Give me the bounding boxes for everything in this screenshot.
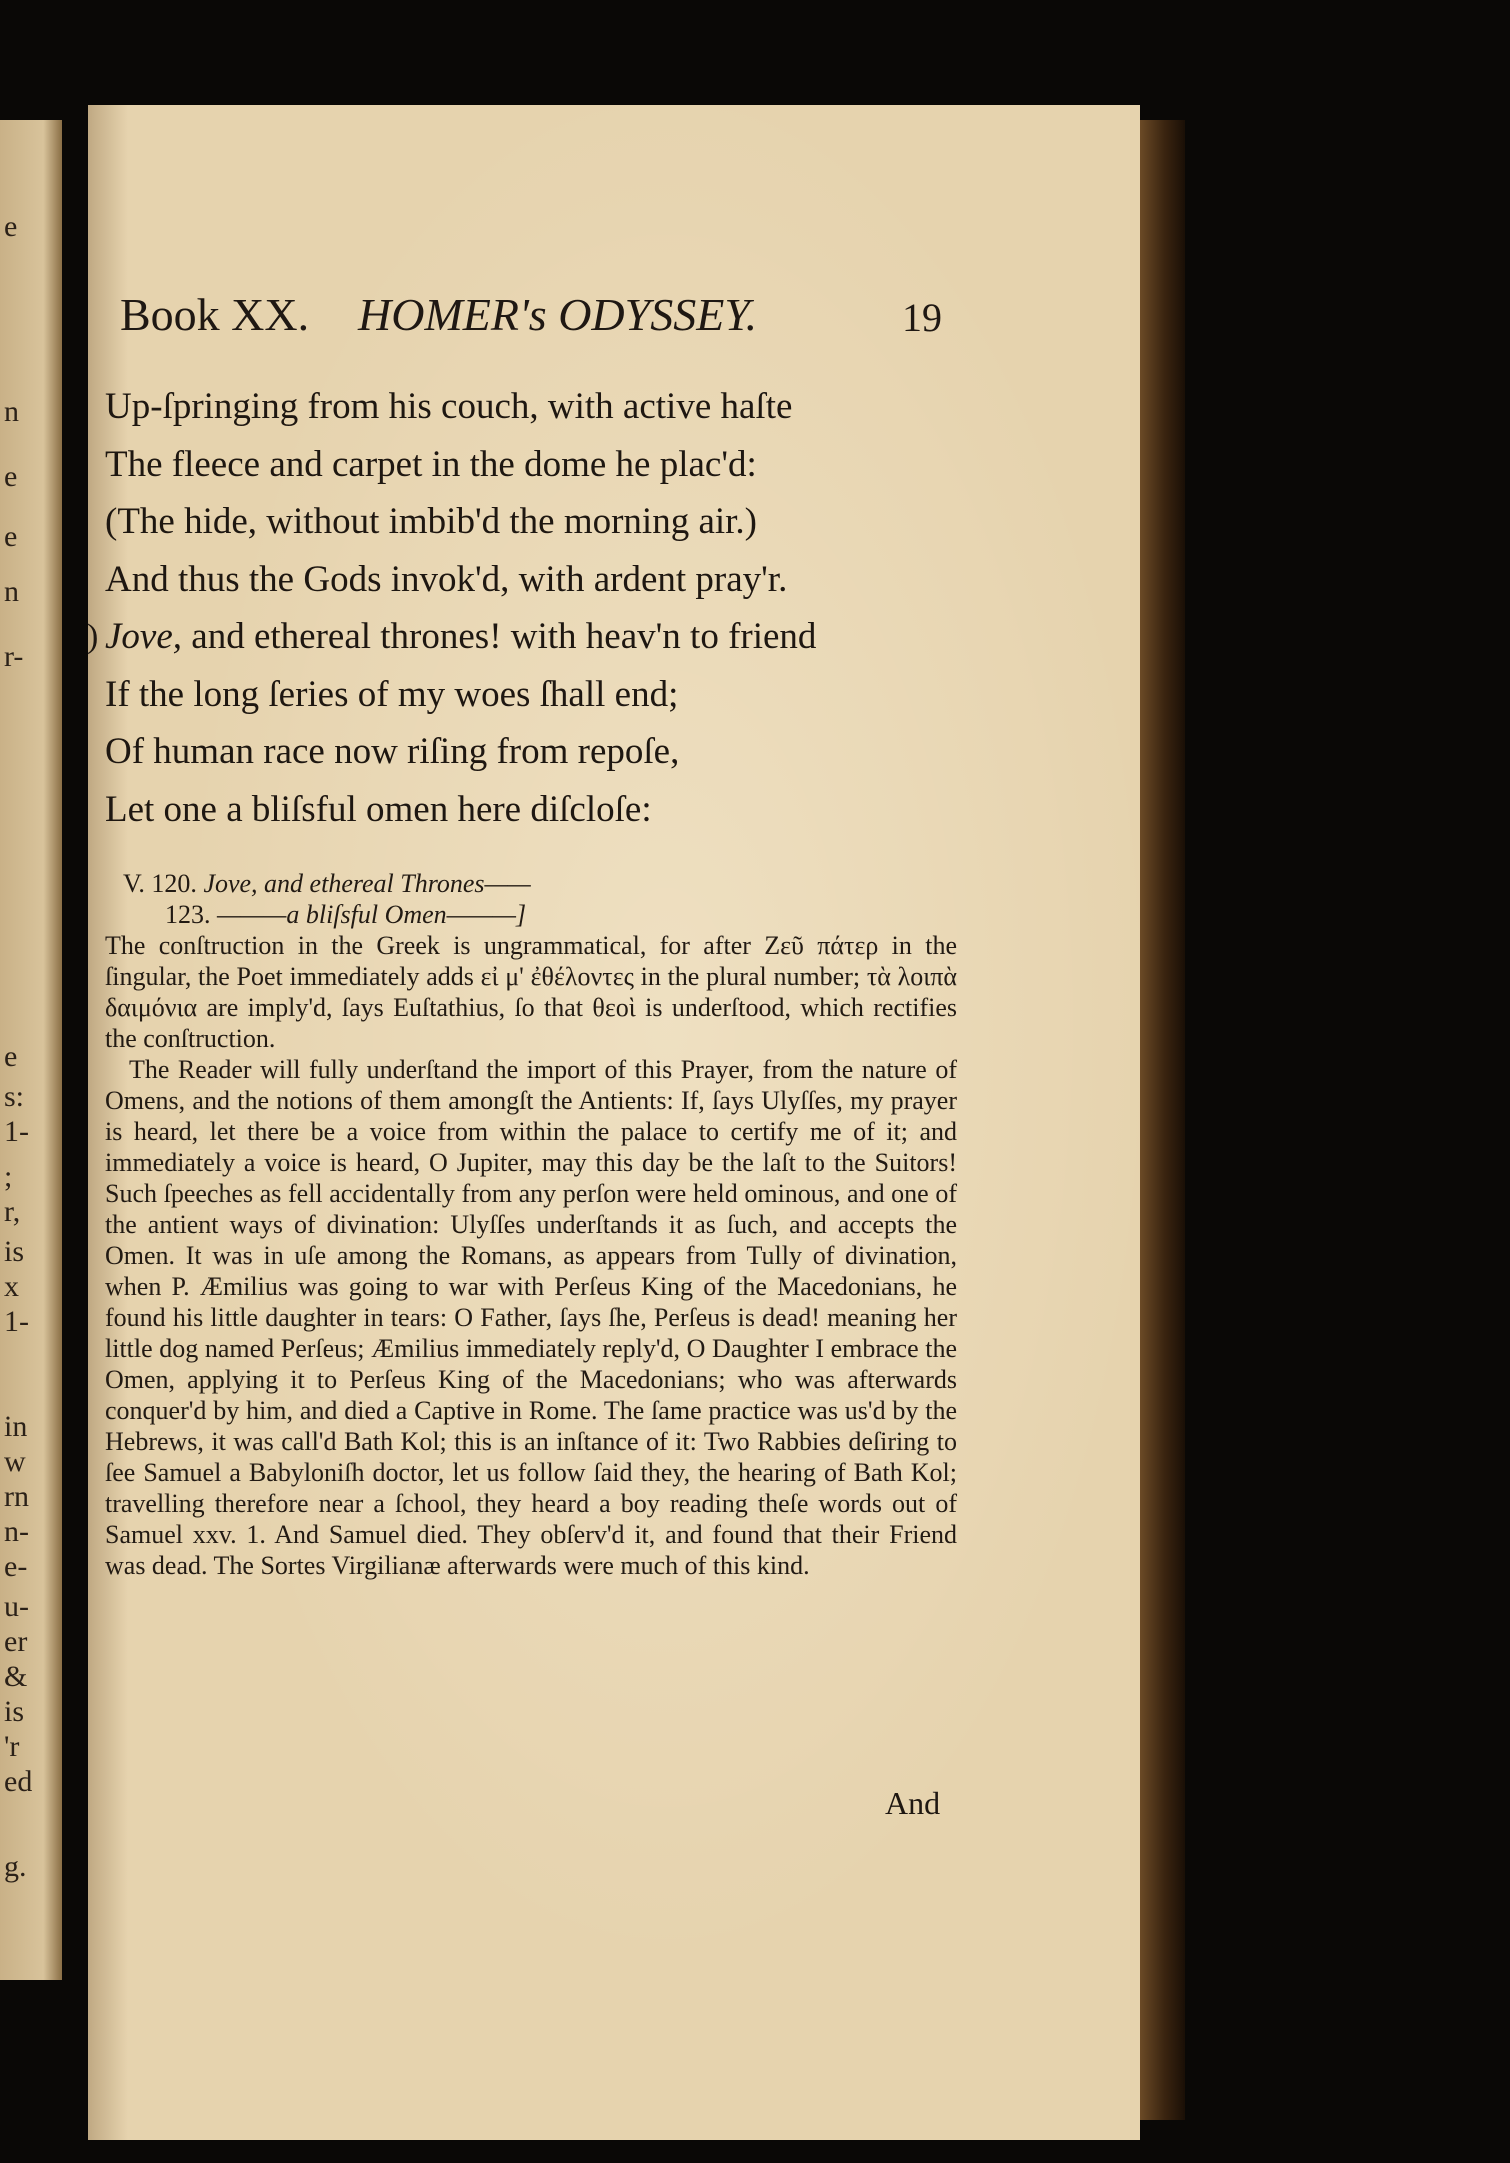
note-ref-text: Jove, and ethereal Thrones—— — [203, 869, 531, 898]
left-page-fragment: n — [4, 575, 19, 608]
left-page-fragment: e — [4, 210, 18, 243]
left-page-fragment: x — [4, 1270, 19, 1303]
left-page-fragment: u- — [4, 1590, 29, 1623]
left-page-fragment: ed — [4, 1765, 33, 1798]
left-page-fragment: n — [4, 395, 19, 428]
margin-marker: ) — [87, 618, 99, 655]
left-page-fragment: 1- — [4, 1305, 29, 1338]
verse-line: Up-ſpringing from his couch, with active haſte — [105, 386, 793, 427]
left-page-fragment: rn — [4, 1480, 29, 1513]
page-number: 19 — [902, 295, 942, 340]
note-ref — [105, 868, 957, 899]
left-page-fragment: er — [4, 1625, 28, 1658]
note-ref-number: V. 120. — [123, 869, 197, 898]
verse-line — [87, 608, 965, 666]
left-page-fragment: r, — [4, 1195, 21, 1228]
book-spine — [1140, 120, 1185, 2120]
left-page-fragment: is — [4, 1695, 25, 1728]
verse-line: Let one a bliſsful omen here diſcloſe: — [105, 788, 652, 830]
catchword: And — [885, 1785, 941, 1821]
left-page-fragment: 1- — [4, 1115, 29, 1148]
note-ref-number: 123. — [165, 900, 211, 929]
left-page-fragment: e — [4, 1040, 18, 1073]
verse-line: The fleece and carpet in the dome he plac'd: — [105, 443, 757, 485]
left-page-fragment: ; — [4, 1160, 13, 1193]
note-paragraph: The Reader will fully underſtand the import of this Prayer, from the nature of Omens, and the notions of them amongſt the Antients: If, ſays Ulyſſes, my prayer is heard, let there be a voice from within the palace to certify me of it; and immediately a voice is heard, O Jupiter, may this day be the laſt to the Suitors! Such ſpeeches as fell accidentally from any perſon were held ominous, and one of the antient ways of divination: Ulyſſes underſtands it as ſuch, and accepts the Omen. It was in uſe among the Romans, as appears from Tully of divination, when P. Æmilius was going to war with Perſeus King of the Macedonians, he found his little daughter in tears: O Father, ſays ſhe, Perſeus is dead! meaning her little dog named Perſeus; Æmilius immediately reply'd, O Daughter I embrace the Omen, applying it to Perſeus King of the Macedonians; who was afterwards conquer'd by him, and died a Captive in Rome. The ſame practice was us'd by the Hebrews, it was call'd Bath Kol; this is an inſtance of it: Two Rabbies deſiring to ſee Samuel a Babyloniſh doctor, let us follow ſaid they, the hearing of Bath Kol; travelling therefore near a ſchool, they heard a boy reading theſe words out of Samuel xxv. 1. And Samuel died. They obſerv'd it, and found that their Friend was dead. The Sortes Virgilianæ afterwards were much of this kind. — [105, 1055, 957, 1580]
left-page-fragment: & — [4, 1660, 28, 1693]
left-page-fragment: r- — [4, 640, 24, 673]
left-page-fragment: in — [4, 1410, 28, 1443]
left-page-fragment: e- — [4, 1550, 28, 1583]
verse-lead-word: Jove, — [105, 616, 183, 657]
note-paragraph: The conſtruction in the Greek is ungrammatical, for after Ζεῦ πάτερ in the ſingular, the Poet immediately adds εἰ μ' ἐθέλοντες in the plural number; τὰ λοιπὰ δαιμόνια are imply'd, ſays Euſtathius, ſo that θεοὶ is underſtood, which rectifies the conſtruction. — [105, 931, 957, 1053]
note-ref-text: ———a bliſsful Omen———] — [217, 900, 527, 929]
verse-line: If the long ſeries of my woes ſhall end; — [105, 673, 679, 715]
running-header — [120, 288, 980, 348]
verse-line: And thus the Gods invok'd, with ardent pray'r. — [105, 558, 788, 600]
note-ref — [105, 899, 957, 930]
left-page-edge — [0, 120, 62, 1980]
footnotes — [105, 868, 957, 1581]
left-page-fragment: 'r — [4, 1730, 20, 1763]
left-page-fragment: is — [4, 1235, 25, 1268]
header-title: HOMER's ODYSSEY. — [358, 289, 758, 340]
left-page-fragment: s: — [4, 1080, 25, 1113]
verse-block — [87, 378, 965, 838]
verse-line: Of human race now riſing from repoſe, — [105, 731, 680, 772]
header-book: Book XX. — [120, 289, 310, 340]
verse-line: (The hide, without imbib'd the morning air.) — [105, 501, 757, 542]
left-page-fragment: e — [4, 520, 18, 553]
left-page-fragment: e — [4, 460, 18, 493]
left-page-fragment: g. — [4, 1850, 27, 1883]
left-page-fragment: n- — [4, 1515, 29, 1548]
left-page-fragment: w — [4, 1445, 26, 1478]
verse-line-rest: and ethereal thrones! with heav'n to friend — [182, 616, 817, 657]
